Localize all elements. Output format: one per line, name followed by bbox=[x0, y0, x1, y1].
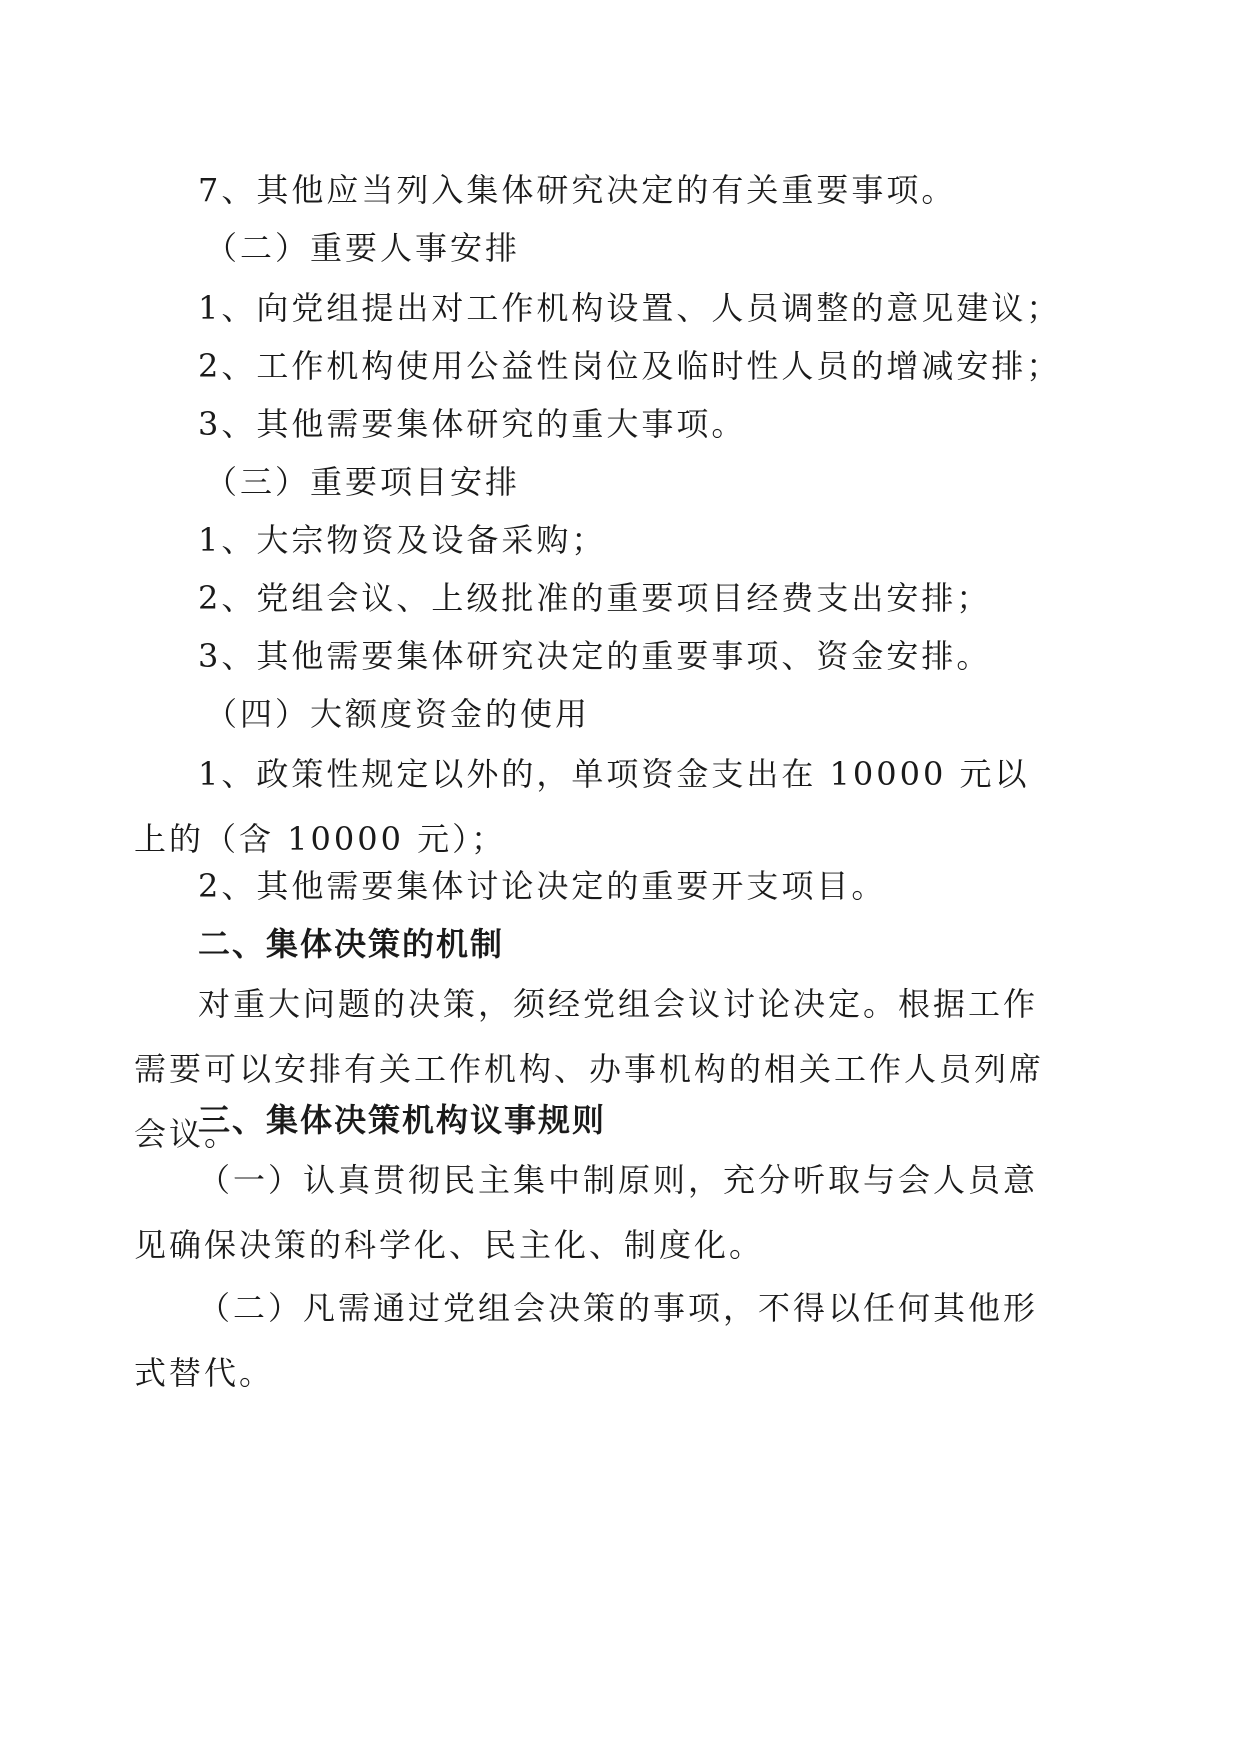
paragraph-projects-1: 1、大宗物资及设备采购； bbox=[198, 521, 607, 559]
paragraph-personnel-2: 2、工作机构使用公益性岗位及临时性人员的增减安排； bbox=[198, 347, 1062, 385]
paragraph-rules-2: （二）凡需通过党组会决策的事项，不得以任何其他形式替代。 bbox=[134, 1289, 1039, 1392]
subheading-personnel: （二）重要人事安排 bbox=[205, 229, 521, 267]
section-heading-3: 三、集体决策机构议事规则 bbox=[198, 1101, 607, 1139]
paragraph-personnel-1: 1、向党组提出对工作机构设置、人员调整的意见建议； bbox=[198, 289, 1062, 327]
paragraph-funds-1: 1、政策性规定以外的，单项资金支出在 10000 元以上的（含 10000 元）； bbox=[134, 755, 1030, 858]
paragraph-item-7: 7、其他应当列入集体研究决定的有关重要事项。 bbox=[198, 171, 957, 209]
paragraph-personnel-3: 3、其他需要集体研究的重大事项。 bbox=[198, 405, 747, 443]
section-heading-2: 二、集体决策的机制 bbox=[198, 925, 505, 963]
paragraph-projects-3: 3、其他需要集体研究决定的重要事项、资金安排。 bbox=[198, 637, 992, 675]
subheading-projects: （三）重要项目安排 bbox=[205, 463, 521, 501]
paragraph-mechanism: 对重大问题的决策，须经党组会议讨论决定。根据工作需要可以安排有关工作机构、办事机构的相关工作人员列席会议。 bbox=[134, 985, 1045, 1153]
paragraph-rules-1: （一）认真贯彻民主集中制原则，充分听取与会人员意见确保决策的科学化、民主化、制度化。 bbox=[134, 1161, 1039, 1264]
paragraph-funds-2: 2、其他需要集体讨论决定的重要开支项目。 bbox=[198, 867, 887, 905]
paragraph-projects-2: 2、党组会议、上级批准的重要项目经费支出安排； bbox=[198, 579, 992, 617]
subheading-funds: （四）大额度资金的使用 bbox=[205, 695, 591, 733]
